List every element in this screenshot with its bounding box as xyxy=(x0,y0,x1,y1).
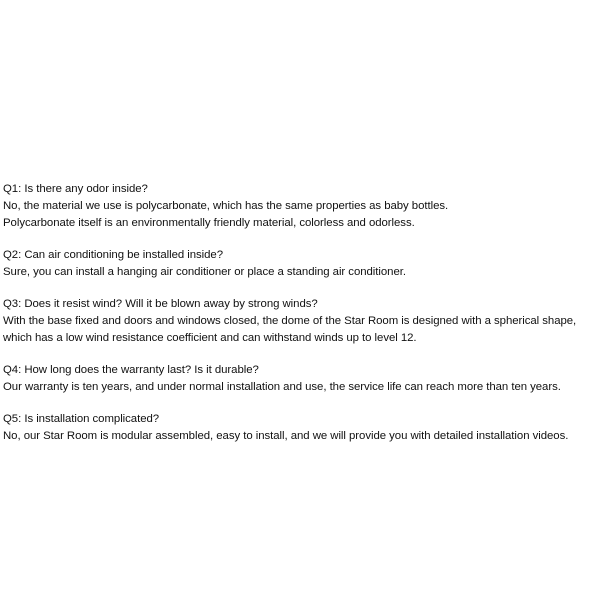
faq-answer-line: which has a low wind resistance coefficient and can withstand winds up to level 12. xyxy=(3,332,417,344)
faq-answer-line: Our warranty is ten years, and under normal installation and use, the service life can reach more than ten years. xyxy=(3,381,561,393)
faq-answer-line: Polycarbonate itself is an environmentally friendly material, colorless and odorless. xyxy=(3,217,415,229)
faq-answer-line: No, the material we use is polycarbonate, which has the same properties as baby bottles. xyxy=(3,200,449,212)
faq-question: Q1: Is there any odor inside? xyxy=(3,183,148,195)
faq-item-q1 xyxy=(3,181,599,232)
faq-answer-line: Sure, you can install a hanging air conditioner or place a standing air conditioner. xyxy=(3,266,406,278)
faq-item-q4 xyxy=(3,362,599,396)
faq-question: Q2: Can air conditioning be installed inside? xyxy=(3,249,224,261)
faq-question: Q4: How long does the warranty last? Is it durable? xyxy=(3,364,259,376)
faq-question: Q5: Is installation complicated? xyxy=(3,413,160,425)
faq-question: Q3: Does it resist wind? Will it be blown away by strong winds? xyxy=(3,298,318,310)
faq-item-q5 xyxy=(3,411,599,445)
faq-item-q2 xyxy=(3,247,599,281)
faq-list xyxy=(3,181,599,460)
faq-answer-line: With the base fixed and doors and windows closed, the dome of the Star Room is designed with a spherical shape, xyxy=(3,315,577,327)
faq-answer-line: No, our Star Room is modular assembled, easy to install, and we will provide you with detailed installation videos. xyxy=(3,430,569,442)
faq-item-q3 xyxy=(3,296,599,347)
